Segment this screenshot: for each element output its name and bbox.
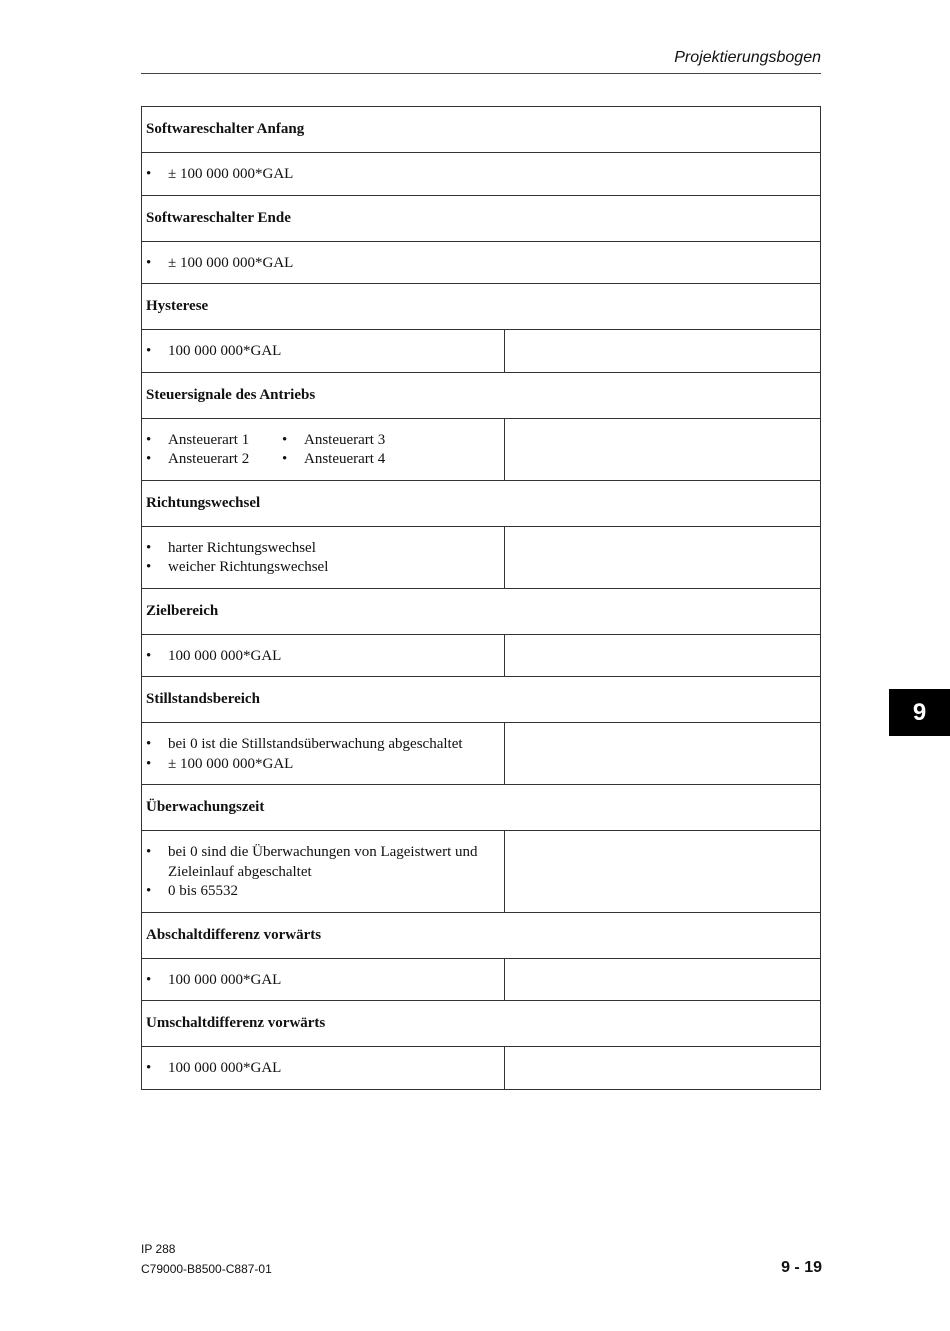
footer-product-name: IP 288 <box>141 1242 176 1256</box>
option-item <box>282 450 418 470</box>
section-content-row <box>142 959 820 1002</box>
option-text: Ansteuerart 1 <box>168 431 250 448</box>
section-heading: Abschaltdifferenz vorwärts <box>142 913 820 959</box>
bullet-icon: • <box>146 431 152 448</box>
option-item <box>146 755 498 775</box>
section-options <box>142 330 504 372</box>
option-text: Ansteuerart 4 <box>304 451 386 467</box>
option-item <box>146 342 498 362</box>
option-item <box>146 539 498 559</box>
section-heading: Richtungswechsel <box>142 481 820 527</box>
bullet-icon: • <box>146 736 152 752</box>
option-item <box>146 843 498 882</box>
section-options <box>142 419 504 480</box>
bullet-icon: • <box>146 539 152 556</box>
entry-field[interactable] <box>504 330 820 372</box>
section-content-row <box>142 330 820 373</box>
bullet-icon: • <box>146 343 152 359</box>
option-item <box>146 431 282 451</box>
bullet-icon: • <box>146 883 152 899</box>
option-text: 0 bis 65532 <box>168 883 239 899</box>
header-divider <box>141 73 821 74</box>
bullet-icon: • <box>146 844 152 860</box>
option-item <box>146 971 498 991</box>
section-content-row <box>142 153 820 196</box>
entry-field[interactable] <box>504 1047 820 1089</box>
option-item <box>146 882 498 902</box>
entry-field[interactable] <box>504 723 820 784</box>
bullet-icon: • <box>282 451 288 467</box>
section-heading: Steuersignale des Antriebs <box>142 373 820 419</box>
section-content-row <box>142 723 820 785</box>
option-text: harter Richtungswechsel <box>168 539 316 556</box>
section-heading: Umschaltdifferenz vorwärts <box>142 1001 820 1047</box>
option-pair-line <box>146 431 498 451</box>
option-text: 100 000 000*GAL <box>168 971 282 988</box>
section-heading: Zielbereich <box>142 589 820 635</box>
bullet-icon: • <box>282 431 288 448</box>
option-text: ± 100 000 000*GAL <box>168 254 294 271</box>
footer-order-number: C79000-B8500-C887-01 <box>141 1262 272 1276</box>
bullet-icon: • <box>146 451 152 467</box>
chapter-tab: 9 <box>889 689 950 736</box>
option-pair-line <box>146 450 498 470</box>
page-header-title: Projektierungsbogen <box>674 49 821 66</box>
section-options <box>142 831 504 912</box>
section-content-row <box>142 419 820 481</box>
option-item <box>282 431 418 451</box>
option-text: bei 0 sind die Überwachungen von Lageistwert und Zieleinlauf abgeschaltet <box>168 844 478 880</box>
bullet-icon: • <box>146 559 152 575</box>
option-text: Ansteuerart 3 <box>304 431 386 448</box>
option-text: 100 000 000*GAL <box>168 647 282 664</box>
bullet-icon: • <box>146 1060 152 1076</box>
option-item <box>146 647 498 667</box>
bullet-icon: • <box>146 647 152 664</box>
option-item <box>146 558 498 578</box>
option-text: 100 000 000*GAL <box>168 1060 282 1076</box>
section-options <box>142 959 504 1001</box>
option-text: ± 100 000 000*GAL <box>168 166 294 182</box>
entry-field[interactable] <box>504 635 820 677</box>
option-text: bei 0 ist die Stillstandsüberwachung abgeschaltet <box>168 736 463 752</box>
section-content-row <box>142 635 820 678</box>
section-options <box>142 242 820 284</box>
section-heading: Softwareschalter Ende <box>142 196 820 242</box>
option-item <box>146 450 282 470</box>
section-options <box>142 635 504 677</box>
entry-field[interactable] <box>504 419 820 480</box>
section-options <box>142 723 504 784</box>
section-content-row <box>142 242 820 285</box>
option-item <box>146 1059 498 1079</box>
bullet-icon: • <box>146 166 152 182</box>
bullet-icon: • <box>146 971 152 988</box>
section-options <box>142 1047 504 1089</box>
option-text: Ansteuerart 2 <box>168 451 250 467</box>
option-item <box>146 735 498 755</box>
section-content-row <box>142 527 820 589</box>
bullet-icon: • <box>146 755 152 772</box>
section-content-row <box>142 1047 820 1089</box>
section-heading: Hysterese <box>142 284 820 330</box>
option-text: 100 000 000*GAL <box>168 343 282 359</box>
section-options <box>142 153 820 195</box>
footer-page-number: 9 - 19 <box>781 1259 822 1276</box>
option-text: ± 100 000 000*GAL <box>168 755 294 772</box>
section-content-row <box>142 831 820 913</box>
section-options <box>142 527 504 588</box>
section-heading: Überwachungszeit <box>142 785 820 831</box>
section-heading: Stillstandsbereich <box>142 677 820 723</box>
option-text: weicher Richtungswechsel <box>168 559 329 575</box>
entry-field[interactable] <box>504 831 820 912</box>
bullet-icon: • <box>146 254 152 271</box>
entry-field[interactable] <box>504 959 820 1001</box>
option-item <box>146 165 814 185</box>
configuration-form-table <box>141 106 821 1090</box>
entry-field[interactable] <box>504 527 820 588</box>
section-heading: Softwareschalter Anfang <box>142 107 820 153</box>
option-item <box>146 254 814 274</box>
